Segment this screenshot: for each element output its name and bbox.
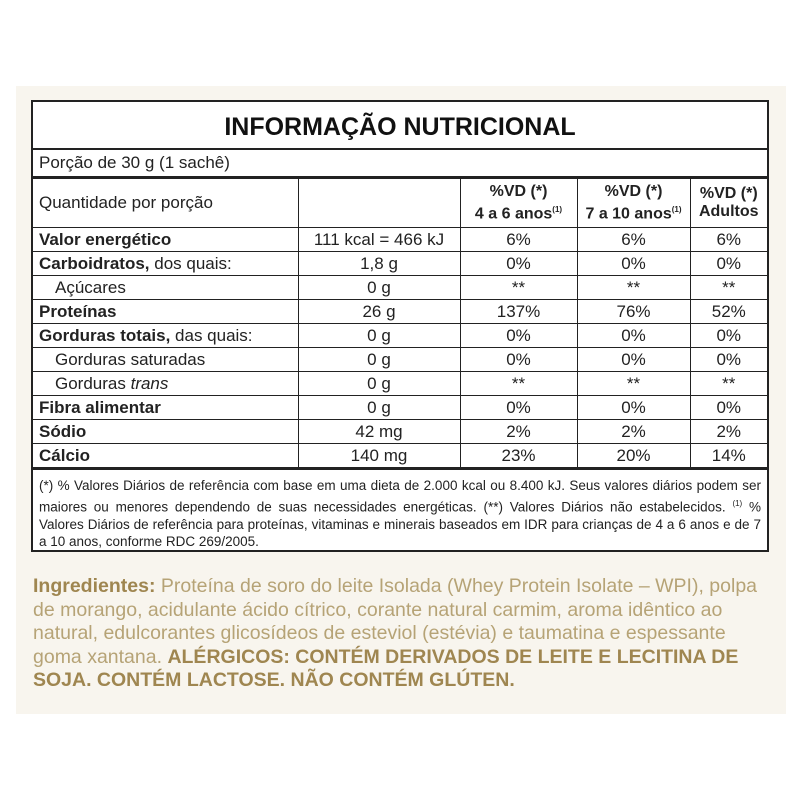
nutrient-label bbox=[33, 228, 298, 252]
vd-adults: 0% bbox=[690, 252, 767, 276]
header-vd: %VD (*) bbox=[604, 182, 663, 200]
table-row bbox=[33, 348, 767, 372]
ingredients bbox=[33, 575, 773, 693]
header-empty bbox=[298, 179, 460, 228]
table-row bbox=[33, 420, 767, 444]
vd-7-10: 6% bbox=[577, 228, 690, 252]
nutrition-table bbox=[33, 179, 767, 470]
nutrient-name: Gorduras totais, bbox=[39, 326, 171, 345]
header-age: Adultos bbox=[698, 203, 759, 220]
vd-adults: 52% bbox=[690, 300, 767, 324]
nutrient-amount: 140 mg bbox=[298, 444, 460, 469]
nutrient-name: Fibra alimentar bbox=[39, 398, 161, 417]
nutrient-label bbox=[33, 276, 298, 300]
header-vd-adults bbox=[690, 179, 767, 228]
nutrient-amount: 0 g bbox=[298, 324, 460, 348]
vd-adults: ** bbox=[690, 276, 767, 300]
vd-4-6: 23% bbox=[460, 444, 577, 469]
nutrient-name: Gorduras saturadas bbox=[55, 350, 206, 369]
nutrition-facts-table bbox=[31, 100, 769, 552]
nutrient-amount: 0 g bbox=[298, 276, 460, 300]
nutrient-amount: 0 g bbox=[298, 396, 460, 420]
table-row bbox=[33, 252, 767, 276]
vd-7-10: 20% bbox=[577, 444, 690, 469]
nutrient-name: Cálcio bbox=[39, 446, 91, 465]
table-row bbox=[33, 444, 767, 469]
vd-7-10: 0% bbox=[577, 396, 690, 420]
vd-adults: 2% bbox=[690, 420, 767, 444]
vd-7-10: 0% bbox=[577, 252, 690, 276]
footnote bbox=[33, 470, 767, 558]
allergens-text: ALÉRGICOS: CONTÉM DERIVADOS DE LEITE E LECITINA DE SOJA. CONTÉM LACTOSE. NÃO CONTÉM GLÚTEN. bbox=[33, 645, 739, 691]
footnote-text: (*) % Valores Diários de referência com base em uma dieta de 2.000 kcal ou 8.400 kJ. Seus valores diários podem ser maiores ou menores dependendo de suas necessidades energéticas. (**) Valores Diários não estabelecidos. bbox=[39, 478, 761, 514]
portion-size: Porção de 30 g (1 sachê) bbox=[33, 150, 767, 179]
header-age: 7 a 10 anos bbox=[585, 205, 672, 223]
vd-7-10: 0% bbox=[577, 348, 690, 372]
ingredients-label: Ingredientes: bbox=[33, 575, 156, 597]
nutrient-name: Carboidratos, bbox=[39, 254, 150, 273]
header-vd: %VD (*) bbox=[489, 182, 548, 200]
table-row bbox=[33, 228, 767, 252]
nutrient-label bbox=[33, 444, 298, 469]
header-vd-7-10 bbox=[577, 179, 690, 228]
vd-adults: 0% bbox=[690, 396, 767, 420]
nutrient-name: Sódio bbox=[39, 422, 87, 441]
header-sup: (1) bbox=[671, 204, 682, 214]
vd-4-6: 2% bbox=[460, 420, 577, 444]
nutrient-suffix: dos quais: bbox=[149, 254, 232, 273]
nutrient-label bbox=[33, 300, 298, 324]
table-row bbox=[33, 396, 767, 420]
nutrient-suffix: trans bbox=[130, 374, 169, 393]
header-sup: (1) bbox=[552, 204, 563, 214]
vd-adults: 0% bbox=[690, 348, 767, 372]
vd-4-6: 0% bbox=[460, 348, 577, 372]
table-title: INFORMAÇÃO NUTRICIONAL bbox=[33, 102, 767, 150]
nutrient-label bbox=[33, 252, 298, 276]
vd-4-6: 0% bbox=[460, 252, 577, 276]
nutrient-name: Gorduras bbox=[55, 374, 131, 393]
nutrient-label bbox=[33, 396, 298, 420]
header-age: 4 a 6 anos bbox=[474, 205, 553, 223]
vd-7-10: ** bbox=[577, 276, 690, 300]
vd-adults: 6% bbox=[690, 228, 767, 252]
vd-4-6: 0% bbox=[460, 324, 577, 348]
header-qty: Quantidade por porção bbox=[33, 179, 298, 228]
nutrient-amount: 42 mg bbox=[298, 420, 460, 444]
nutrient-label bbox=[33, 420, 298, 444]
nutrient-amount: 0 g bbox=[298, 348, 460, 372]
vd-4-6: 6% bbox=[460, 228, 577, 252]
vd-adults: ** bbox=[690, 372, 767, 396]
vd-4-6: ** bbox=[460, 372, 577, 396]
nutrient-label bbox=[33, 324, 298, 348]
table-row bbox=[33, 276, 767, 300]
nutrient-amount: 1,8 g bbox=[298, 252, 460, 276]
vd-7-10: 0% bbox=[577, 324, 690, 348]
footnote-sup: (1) bbox=[732, 498, 743, 508]
header-vd-4-6 bbox=[460, 179, 577, 228]
nutrient-amount: 111 kcal = 466 kJ bbox=[298, 228, 460, 252]
vd-4-6: 0% bbox=[460, 396, 577, 420]
nutrient-name: Valor energético bbox=[39, 230, 172, 249]
nutrient-amount: 26 g bbox=[298, 300, 460, 324]
vd-adults: 0% bbox=[690, 324, 767, 348]
vd-4-6: 137% bbox=[460, 300, 577, 324]
nutrient-amount: 0 g bbox=[298, 372, 460, 396]
vd-7-10: ** bbox=[577, 372, 690, 396]
vd-adults: 14% bbox=[690, 444, 767, 469]
table-row bbox=[33, 324, 767, 348]
table-header-row bbox=[33, 179, 767, 228]
table-row bbox=[33, 372, 767, 396]
nutrient-name: Proteínas bbox=[39, 302, 117, 321]
nutrient-label bbox=[33, 372, 298, 396]
table-row bbox=[33, 300, 767, 324]
vd-7-10: 76% bbox=[577, 300, 690, 324]
vd-7-10: 2% bbox=[577, 420, 690, 444]
nutrient-label bbox=[33, 348, 298, 372]
nutrient-name: Açúcares bbox=[55, 278, 126, 297]
header-vd: %VD (*) bbox=[699, 185, 758, 202]
nutrient-suffix: das quais: bbox=[170, 326, 253, 345]
vd-4-6: ** bbox=[460, 276, 577, 300]
ingredients-text: Proteína de soro do leite Isolada (Whey Protein Isolate – WPI), polpa de morango, acidulante ácido cítrico, corante natural carmim, aroma idêntico ao natural, edulcorantes glicosídeos de esteviol (estévia) e taumatina e espessante goma xantana. bbox=[33, 575, 758, 668]
footnote-text-2: % Valores Diários de referência para proteínas, vitaminas e minerais baseados em IDR para crianças de 4 a 6 anos e de 7 a 10 anos, conforme RDC 269/2005. bbox=[39, 499, 761, 549]
